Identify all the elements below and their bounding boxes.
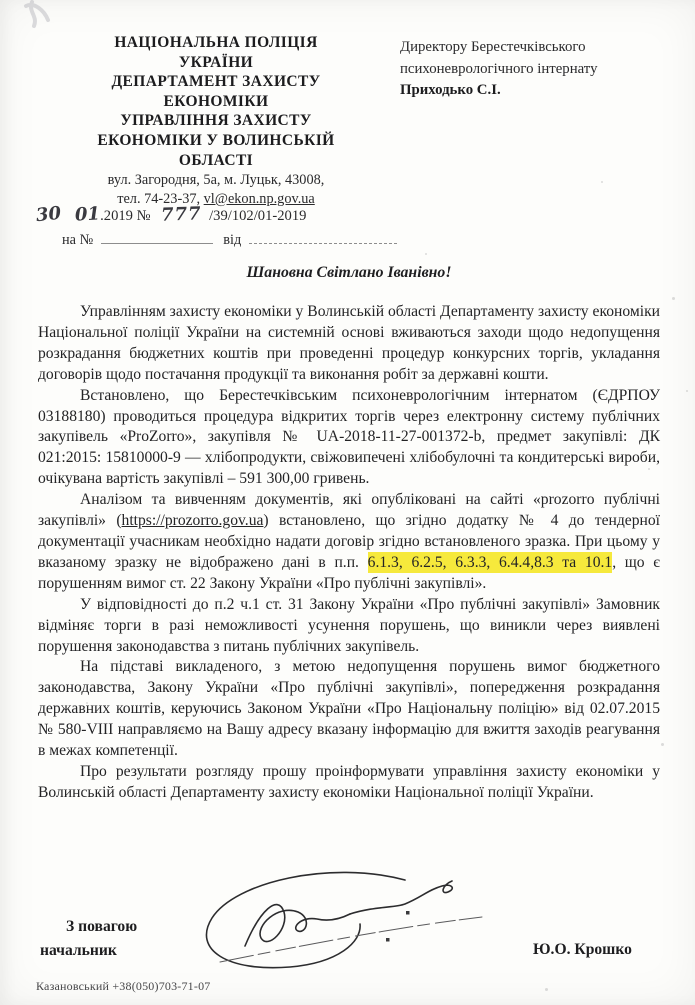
handwritten-month: 01 xyxy=(74,203,101,226)
org-name-line: ЕКОНОМІКИ У ВОЛИНСЬКІЙ xyxy=(97,131,335,149)
reply-number-blank xyxy=(101,230,213,244)
analysis-text: ) встановлено, що згідно додатку № 4 до тендерної документації учасникам необхідно надати договір згідно встановленого зразка. При цьому у вказаному зразку не відображено дані в п.п. xyxy=(38,512,660,571)
recipient-name: Приходько С.І. xyxy=(400,82,501,98)
prozorro-link-text: https://prozorro.gov.ua xyxy=(121,512,264,530)
scan-speck xyxy=(601,181,603,183)
org-name-line: УПРАВЛІННЯ ЗАХИСТУ xyxy=(120,112,312,130)
recipient-line: психоневрологічного інтернату xyxy=(400,60,598,77)
paragraph-analysis xyxy=(38,490,660,595)
org-name-line: УКРАЇНИ xyxy=(178,53,254,71)
signatory-name: Ю.О. Крошко xyxy=(533,941,632,958)
ref-suffix-label: /39/102/01-2019 xyxy=(209,208,307,224)
scan-speck xyxy=(672,297,675,300)
scan-speck xyxy=(425,253,427,255)
org-name-line: ОБЛАСТІ xyxy=(178,151,254,169)
org-name-line: НАЦІОНАЛЬНА ПОЛІЦІЯ xyxy=(114,34,318,51)
reply-na-label: на № xyxy=(62,232,94,248)
paragraph-action: На підставі викладеного, з метою недопущення порушень вимог бюджетного законодавства, Закону України «Про публічні закупівлі», попередження розкрадання державних коштів, керуючись Законом України «Про Національну поліцію» від 02.07.2015 № 580-VIII направляємо на Вашу адресу вказану інформацію для вжиття заходів реагування в межах компетенції. xyxy=(38,658,660,760)
paragraph-intro: Управлінням захисту економіки у Волинській області Департаменту захисту економіки Національної поліції України на системній основі вживаються заходи щодо недопущення розкрадання бюджетних коштів при проведенні процедур конкурсних торгів, укладання договорів щодо постачання продукції та виконання робіт за державні кошти. xyxy=(38,303,660,383)
salutation: Шановна Світлано Іванівно! xyxy=(246,264,452,281)
letter-body xyxy=(38,302,660,804)
scan-speck xyxy=(545,988,548,991)
scan-speck xyxy=(86,702,88,704)
signature-closing: З повагою xyxy=(66,918,138,935)
footer-contact: Казановський +38(050)703-71-07 xyxy=(36,979,211,993)
scan-speck xyxy=(661,743,664,746)
address-line: вул. Загородня, 5а, м. Луцьк, 43008, xyxy=(107,172,325,188)
org-name-line: ДЕПАРТАМЕНТ ЗАХИСТУ xyxy=(111,73,321,91)
ref-year-label: .2019 № xyxy=(100,208,151,224)
scan-speck xyxy=(648,468,650,470)
handwritten-signature-icon xyxy=(190,866,510,978)
paragraph-request: Про результати розгляду прошу проінформувати управління захисту економіки у Волинській області Департаменту захисту економіки Національної поліції України. xyxy=(38,762,660,801)
org-name-line: ЕКОНОМІКИ xyxy=(163,92,269,110)
scan-speck xyxy=(686,390,688,392)
reply-date-blank xyxy=(249,230,397,244)
reference-number-line xyxy=(36,204,656,225)
handwritten-day: 30 xyxy=(34,202,63,227)
letterhead-org-block xyxy=(55,33,377,170)
phone-label: тел. 74-23-37, xyxy=(117,190,204,207)
paragraph-law-reference: У відповідності до п.2 ч.1 ст. 31 Закону України «Про публічні закупівлі» Замовник відміняє торги в разі неможливості усунення порушень, що виникли через виявлені порушення законодавства з питань публічних закупівель. xyxy=(38,595,660,655)
analysis-text: Аналізом та вивченням документів, які опубліковані на сайті «prozorro публічні закупівлі» ( xyxy=(38,491,660,530)
paragraph-findings: Встановлено, що Берестечківським психоневрологічним інтернатом (ЄДРПОУ 03188180) проводиться процедура відкритих торгів через електронну систему публічних закупівель «ProZorro», закупівля № UA-2018-11-27-001372-b, предмет закупівлі: ДК 021:2015: 15810000-9 — хлібопродукти, свіжовипечені хлібобулочні та кондитерські вироби, очікувана вартість закупівлі – 591 300,00 гривень. xyxy=(38,386,660,488)
recipient-line: Директору Берестечківського xyxy=(400,39,586,55)
recipient-block xyxy=(400,37,675,102)
reply-vid-label: від xyxy=(223,232,242,248)
reply-reference-line xyxy=(62,230,397,249)
signatory-title: начальник xyxy=(40,942,117,959)
analysis-text: , що є порушенням вимог ст. 22 Закону України «Про публічні закупівлі». xyxy=(38,553,660,592)
email-text: vl@ekon.np.gov.ua xyxy=(203,190,315,207)
highlighted-clauses: 6.1.3, 6.2.5, 6.3.3, 6.4.4,8.3 та 10.1 xyxy=(367,553,613,571)
handwritten-ref-number: 777 xyxy=(160,203,202,226)
letterhead-address xyxy=(55,171,377,208)
